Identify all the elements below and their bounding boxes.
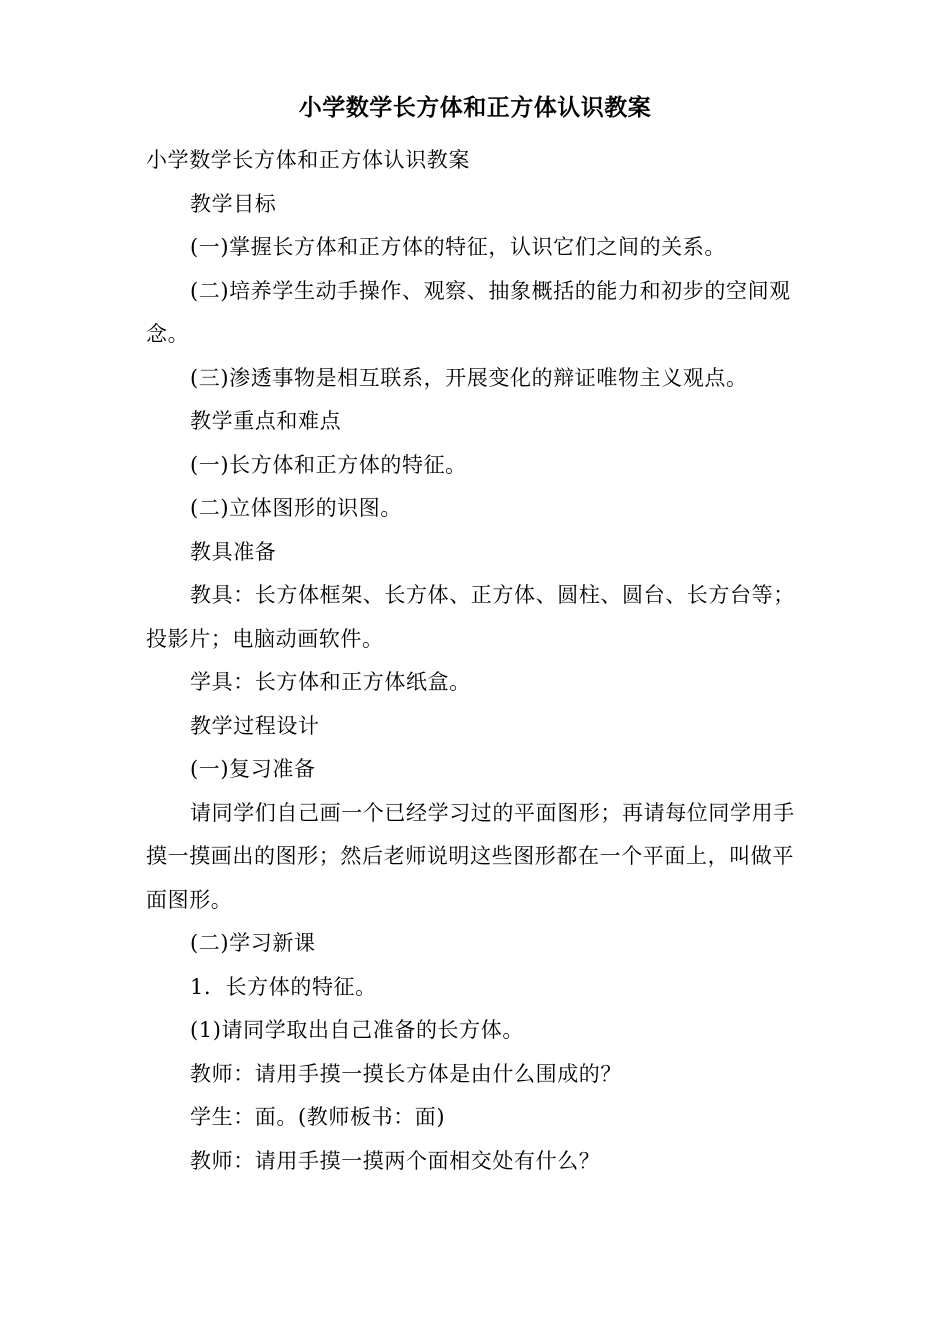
document-title: 小学数学长方体和正方体认识教案 <box>298 94 652 121</box>
paragraph: (一)掌握长方体和正方体的特征，认识它们之间的关系。 <box>190 235 726 259</box>
section-heading: 教学重点和难点 <box>190 409 342 433</box>
paragraph: 小学数学长方体和正方体认识教案 <box>146 148 470 172</box>
paragraph: 1．长方体的特征。 <box>190 974 377 999</box>
section-heading: 教学目标 <box>190 191 277 216</box>
document-body <box>146 139 806 1183</box>
subsection-heading: (二)学习新课 <box>190 931 316 955</box>
section-heading: 教具准备 <box>190 539 277 564</box>
paragraph: (一)长方体和正方体的特征。 <box>190 452 467 477</box>
paragraph: 教师：请用手摸一摸长方体是由什么围成的？ <box>190 1061 622 1086</box>
paragraph: 请同学们自己画一个已经学习过的平面图形；再请每位同学用手摸一摸画出的图形；然后老师说明这些图形都在一个平面上，叫做平面图形。 <box>146 800 795 912</box>
paragraph: (1)请同学取出自己准备的长方体。 <box>190 1018 524 1042</box>
paragraph: (三)渗透事物是相互联系，开展变化的辩证唯物主义观点。 <box>190 365 748 390</box>
paragraph: (二)立体图形的识图。 <box>190 496 402 520</box>
paragraph: 学生：面。(教师板书：面) <box>190 1105 446 1129</box>
paragraph: 学具：长方体和正方体纸盒。 <box>190 670 471 694</box>
section-heading: 教学过程设计 <box>190 713 320 738</box>
subsection-heading: (一)复习准备 <box>190 757 316 781</box>
paragraph: 教具：长方体框架、长方体、正方体、圆柱、圆台、长方台等；投影片；电脑动画软件。 <box>146 583 795 651</box>
paragraph: 教师：请用手摸一摸两个面相交处有什么？ <box>190 1148 601 1173</box>
paragraph: (二)培养学生动手操作、观察、抽象概括的能力和初步的空间观念。 <box>146 278 791 346</box>
